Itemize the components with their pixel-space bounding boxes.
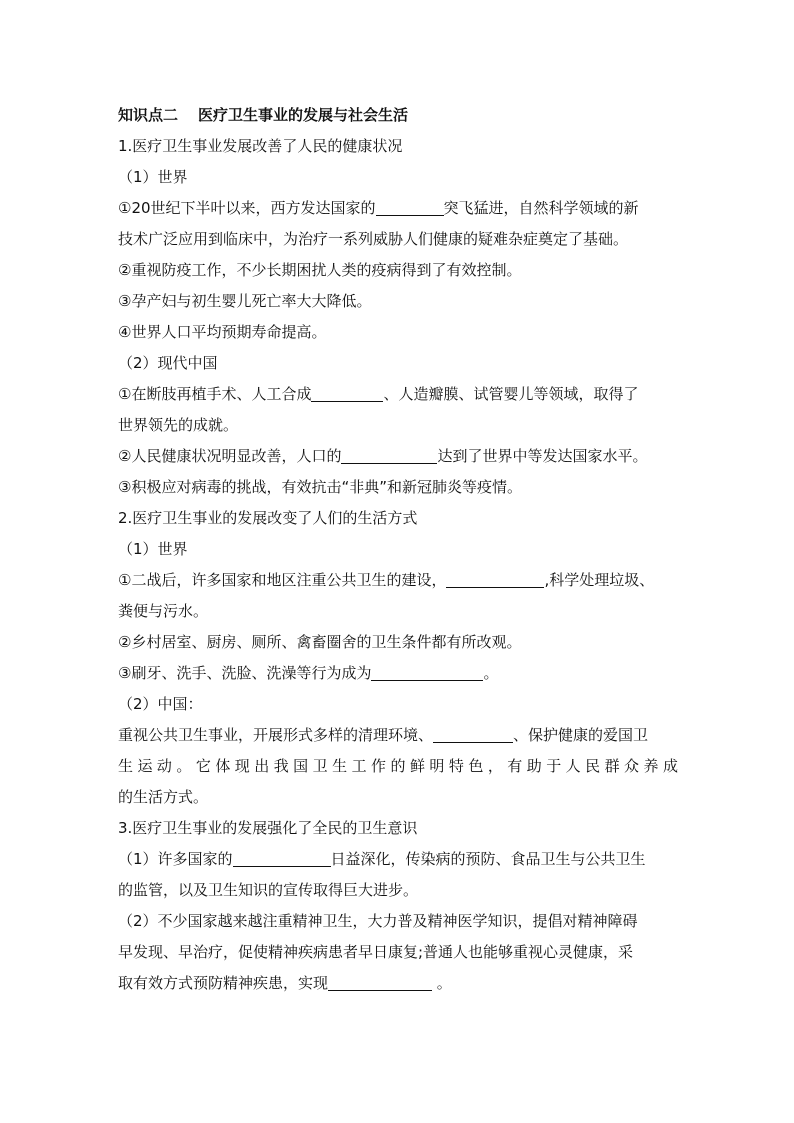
s1-world-item-4: ④世界人口平均预期寿命提高。 bbox=[118, 323, 327, 341]
section-title bbox=[118, 100, 678, 131]
s1-china-item-2: ②人民健康状况明显改善，人口的 达到了世界中等发达国家水平。 bbox=[118, 447, 648, 465]
s2-heading: 2.医疗卫生事业的发展改变了人们的生活方式 bbox=[118, 509, 418, 527]
s3-para-1: （1）许多国家的 日益深化，传染病的预防、食品卫生与公共卫生 bbox=[118, 850, 646, 868]
s2-world-item-3: ③刷牙、洗手、洗脸、洗澡等行为成为 。 bbox=[118, 664, 499, 682]
s3-para-2: （2）不少国家越来越注重精神卫生，大力普及精神医学知识，提倡对精神障碍 bbox=[118, 912, 638, 930]
section-title-label: 知识点二 bbox=[118, 106, 179, 124]
s1-world-item-2: ②重视防疫工作，不少长期困扰人类的疫病得到了有效控制。 bbox=[118, 261, 522, 279]
s3-heading: 3.医疗卫生事业的发展强化了全民的卫生意识 bbox=[118, 819, 418, 837]
s1-world-label: （1）世界 bbox=[118, 168, 188, 186]
fill-blank bbox=[341, 445, 437, 464]
fill-blank bbox=[433, 724, 513, 743]
fill-blank bbox=[371, 662, 483, 681]
document-content bbox=[118, 100, 678, 999]
s1-world-item-3: ③孕产妇与初生婴儿死亡率大大降低。 bbox=[118, 292, 372, 310]
s2-world-item-1-cont: 粪便与污水。 bbox=[118, 602, 209, 620]
s1-china-item-1: ①在断肢再植手术、人工合成 、人造瓣膜、试管婴儿等领域，取得了 bbox=[118, 385, 639, 403]
fill-blank bbox=[376, 197, 444, 216]
s1-china-label: （2）现代中国 bbox=[118, 354, 218, 372]
s2-world-item-2: ②乡村居室、厨房、厕所、禽畜圈舍的卫生条件都有所改观。 bbox=[118, 633, 522, 651]
s2-china-para-1: 重视公共卫生事业，开展形式多样的清理环境、 、保护健康的爱国卫 bbox=[118, 726, 649, 744]
s1-china-item-3: ③积极应对病毒的挑战，有效抗击“非典”和新冠肺炎等疫情。 bbox=[118, 478, 522, 496]
s1-world-item-1-cont: 技术广泛应用到临床中，为治疗一系列威胁人们健康的疑难杂症奠定了基础。 bbox=[118, 230, 629, 248]
s2-china-para-3: 的生活方式。 bbox=[118, 788, 209, 806]
s1-world-item-1: ①20世纪下半叶以来，西方发达国家的 突飞猛进，自然科学领域的新 bbox=[118, 199, 639, 217]
s3-para-2-end: 取有效方式预防精神疾患，实现 。 bbox=[118, 974, 452, 992]
s2-world-item-1: ①二战后，许多国家和地区注重公共卫生的建设， ,科学处理垃圾、 bbox=[118, 571, 655, 589]
s2-world-label: （1）世界 bbox=[118, 540, 188, 558]
s3-para-1-cont: 的监管，以及卫生知识的宣传取得巨大进步。 bbox=[118, 881, 419, 899]
fill-blank bbox=[311, 383, 383, 402]
section-title-text: 医疗卫生事业的发展与社会生活 bbox=[198, 106, 409, 124]
s2-china-para-2: 生运动。它体现出我国卫生工作的鲜明特色，有助于人民群众养成 bbox=[118, 757, 678, 775]
s1-china-item-1-cont: 世界领先的成就。 bbox=[118, 416, 239, 434]
s1-heading: 1.医疗卫生事业发展改善了人民的健康状况 bbox=[118, 137, 403, 155]
fill-blank bbox=[328, 972, 432, 991]
fill-blank bbox=[446, 569, 544, 588]
fill-blank bbox=[233, 848, 331, 867]
s3-para-2-cont: 早发现、早治疗，促使精神疾病患者早日康复;普通人也能够重视心灵健康，采 bbox=[118, 943, 634, 961]
s2-china-label: （2）中国： bbox=[118, 695, 203, 713]
